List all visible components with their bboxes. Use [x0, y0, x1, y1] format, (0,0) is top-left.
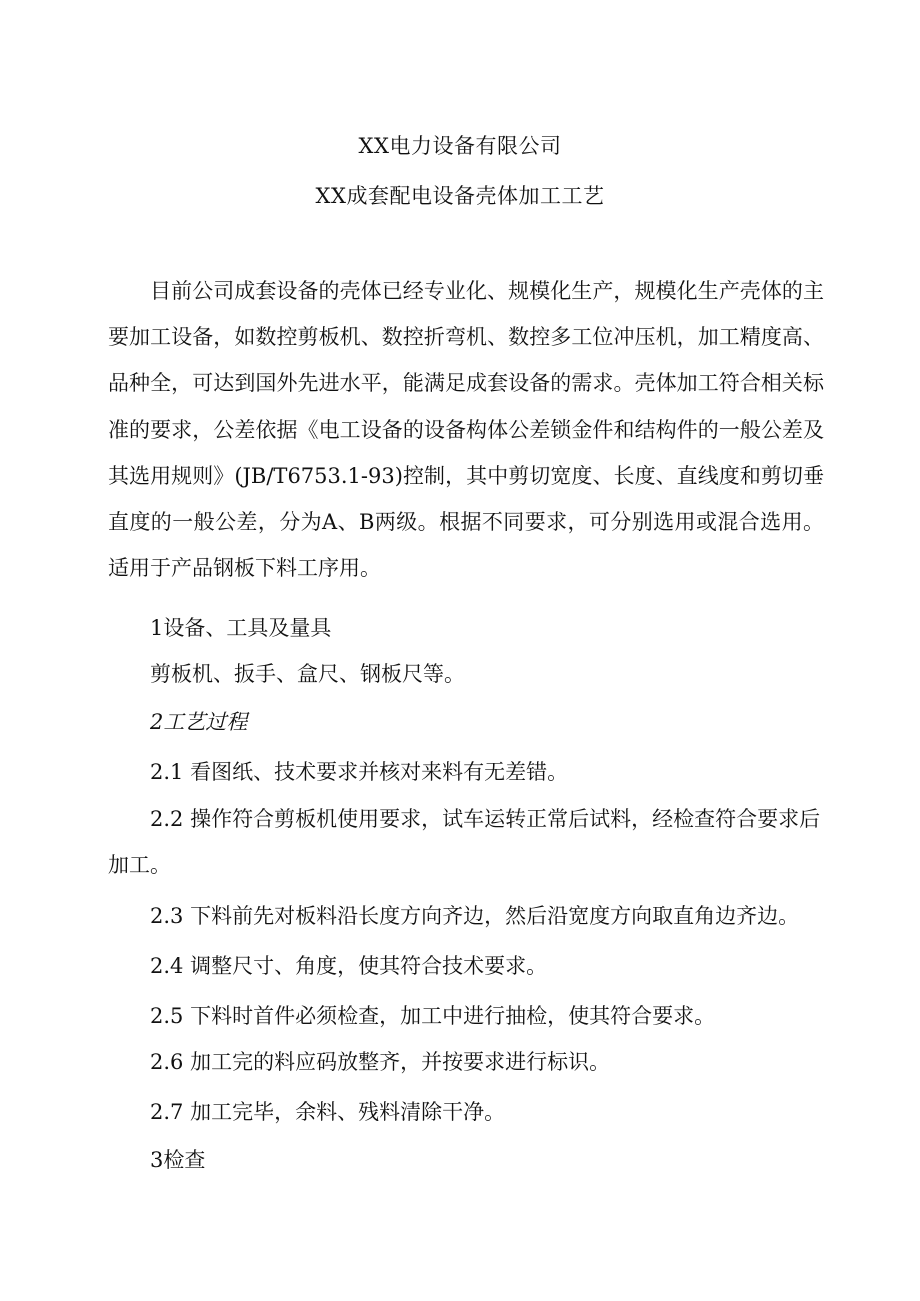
section-1-heading: 1设备、工具及量具	[150, 616, 332, 640]
step-2-6: 2.6 加工完的料应码放整齐，并按要求进行标识。	[150, 1050, 611, 1074]
step-2-4: 2.4 调整尺寸、角度，使其符合技术要求。	[150, 954, 548, 978]
step-2-5: 2.5 下料时首件必须检查，加工中进行抽检，使其符合要求。	[150, 1004, 716, 1028]
step-2-3: 2.3 下料前先对板料沿长度方向齐边，然后沿宽度方向取直角边齐边。	[150, 904, 800, 928]
section-3-heading: 3检查	[150, 1148, 206, 1172]
section-2-heading: 2工艺过程	[150, 710, 248, 734]
intro-paragraph: 目前公司成套设备的壳体已经专业化、规模化生产，规模化生产壳体的主要加工设备，如数控剪板机、数控折弯机、数控多工位冲压机，加工精度高、品种全，可达到国外先进水平，能满足成套设备的需求。壳体加工符合相关标准的要求，公差依据《电工设备的设备构体公差锁金件和结构件的一般公差及其选用规则》(JB/T6753.1-93)控制，其中剪切宽度、长度、直线度和剪切垂直度的一般公差，分为A、B两级。根据不同要求，可分别选用或混合选用。适用于产品钢板下料工序用。	[108, 279, 824, 581]
step-2-7: 2.7 加工完毕，余料、残料清除干净。	[150, 1100, 506, 1124]
document-title: XX成套配电设备壳体加工工艺	[315, 184, 605, 208]
step-2-1: 2.1 看图纸、技术要求并核对来料有无差错。	[150, 760, 569, 784]
section-1-text: 剪板机、扳手、盒尺、钢板尺等。	[150, 662, 465, 686]
company-name: XX电力设备有限公司	[358, 134, 562, 158]
step-2-2: 2.2 操作符合剪板机使用要求，试车运转正常后试料，经检查符合要求后加工。	[108, 807, 821, 877]
